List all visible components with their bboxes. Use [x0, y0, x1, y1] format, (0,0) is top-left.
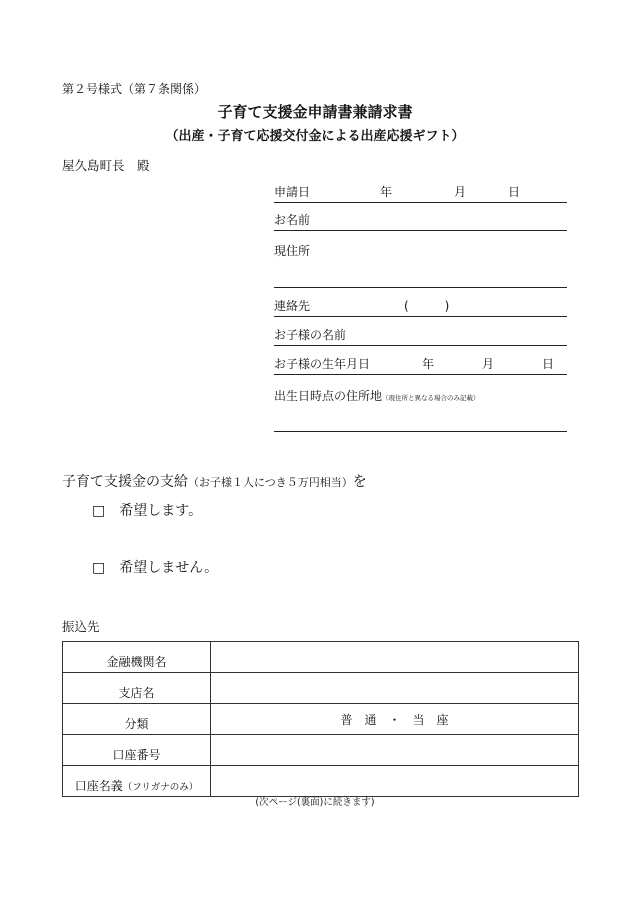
account-holder-label: [63, 766, 211, 797]
name-label: お名前: [274, 213, 311, 227]
support-question-text: 子育て支援金の支給: [62, 474, 188, 490]
account-type-label: 分類: [63, 704, 211, 735]
birth-address-label-text: 出生日時点の住所地: [274, 389, 383, 403]
account-holder-label-text: 口座名義: [74, 779, 123, 793]
branch-name-input[interactable]: [211, 673, 579, 704]
application-date-day-label: 日: [508, 185, 521, 199]
support-question-note: （お子様１人につき５万円相当）: [188, 476, 353, 489]
child-name-field[interactable]: [274, 327, 567, 346]
form-reference: 第２号様式（第７条関係）: [62, 82, 207, 96]
checkbox-decline[interactable]: □: [92, 560, 106, 576]
contact-label: 連絡先: [274, 299, 311, 313]
option-desire[interactable]: [92, 500, 202, 520]
child-birthdate-label: お子様の生年月日: [274, 357, 371, 371]
account-number-label: 口座番号: [63, 735, 211, 766]
table-row: [63, 735, 579, 766]
bank-account-table: [62, 641, 579, 797]
page-title: 子育て支援金申請書兼請求書: [217, 103, 413, 121]
account-number-input[interactable]: [211, 735, 579, 766]
table-row: [63, 673, 579, 704]
continued-footnote: (次ページ(裏面)に続きます): [255, 797, 375, 808]
application-date-label: 申請日: [274, 185, 311, 199]
branch-name-label: 支店名: [63, 673, 211, 704]
option-desire-label: 希望します。: [119, 503, 203, 519]
table-row: [63, 704, 579, 735]
application-date-year-label: 年: [380, 185, 393, 199]
transfer-destination-label: 振込先: [62, 619, 100, 634]
child-birthdate-month-label: 月: [482, 357, 495, 371]
page-subtitle: （出産・子育て応援交付金による出産応援ギフト）: [165, 129, 465, 144]
name-field[interactable]: [274, 212, 567, 231]
account-holder-input[interactable]: [211, 766, 579, 797]
child-birthdate-field[interactable]: [274, 356, 567, 375]
birth-address-label: [274, 387, 480, 404]
support-question: [62, 471, 367, 491]
option-decline-label: 希望しません。: [119, 560, 219, 576]
table-row: [63, 766, 579, 797]
contact-area-code-paren: ( ): [404, 299, 450, 313]
birth-address-field[interactable]: [274, 385, 567, 432]
child-birthdate-day-label: 日: [542, 357, 555, 371]
support-question-suffix: を: [352, 474, 367, 490]
bank-name-input[interactable]: [211, 642, 579, 673]
application-date-month-label: 月: [454, 185, 467, 199]
application-date-field[interactable]: [274, 184, 567, 203]
account-holder-label-note: （フリガナのみ）: [122, 782, 199, 793]
address-field[interactable]: [274, 240, 567, 288]
table-row: [63, 642, 579, 673]
child-birthdate-year-label: 年: [422, 357, 435, 371]
checkbox-desire[interactable]: □: [92, 503, 106, 519]
account-type-options[interactable]: 普 通 ・ 当 座: [211, 704, 579, 735]
address-label: 現住所: [274, 244, 311, 258]
addressee: 屋久島町長 殿: [62, 158, 150, 173]
birth-address-note: （現住所と異なる場合のみ記載）: [382, 394, 480, 402]
contact-field[interactable]: [274, 298, 567, 317]
option-decline[interactable]: [92, 557, 218, 577]
bank-name-label: 金融機関名: [63, 642, 211, 673]
child-name-label: お子様の名前: [274, 328, 347, 342]
